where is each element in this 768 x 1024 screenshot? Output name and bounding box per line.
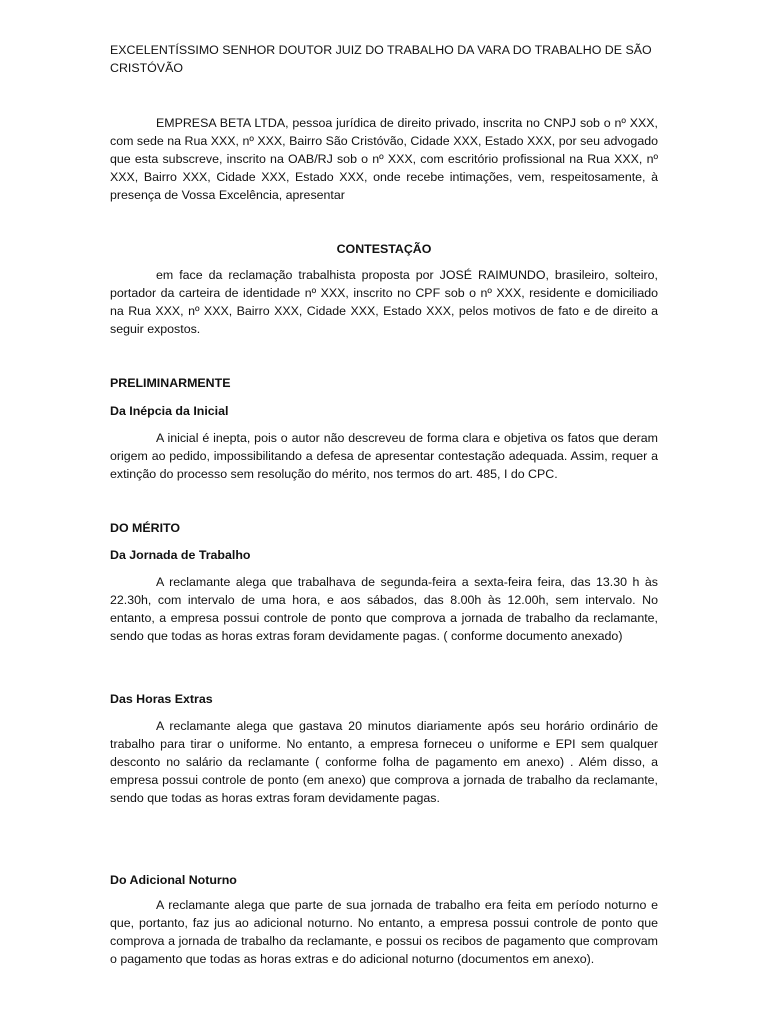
addressee-line: EXCELENTÍSSIMO SENHOR DOUTOR JUIZ DO TRABALHO DA VARA DO TRABALHO DE SÃO CRISTÓVÃO [110, 43, 652, 75]
claim-paragraph: em face da reclamação trabalhista proposta por JOSÉ RAIMUNDO, brasileiro, solteiro, portador da carteira de identidade nº XXX, inscrito no CPF sob o nº XXX, residente e domiciliado na Rua XXX, nº XXX, Bairro XXX, Cidade XXX, Estado XXX, pelos motivos de fato e de direito a seguir expostos. [110, 268, 658, 336]
working-hours-paragraph: A reclamante alega que trabalhava de segunda-feira a sexta-feira feira, das 13.30 h às 22.30h, com intervalo de uma hora, e aos sábados, das 8.00h às 12.00h, sem intervalo. No entanto, a empresa possui controle de ponto que comprova a jornada de trabalho da reclamante, sendo que todas as horas extras foram devidamente pagas. ( conforme documento anexado) [110, 575, 658, 643]
night-shift-subheading: Do Adicional Noturno [110, 873, 237, 887]
merit-heading: DO MÉRITO [110, 521, 180, 535]
inepcia-paragraph: A inicial é inepta, pois o autor não descreveu de forma clara e objetiva os fatos que deram origem ao pedido, impossibilitando a defesa de apresentar contestação adequada. Assim, requer a extinção do processo sem resolução do mérito, nos termos do art. 485, I do CPC. [110, 431, 658, 481]
preliminary-heading: PRELIMINARMENTE [110, 376, 231, 390]
night-shift-paragraph: A reclamante alega que parte de sua jornada de trabalho era feita em período noturno e que, portanto, faz jus ao adicional noturno. No entanto, a empresa possui controle de ponto que comprova a jornada de trabalho da reclamante, e possui os recibos de pagamento que comprovam o pagamento que todas as horas extras e do adicional noturno (documentos em anexo). [110, 898, 658, 966]
working-hours-subheading: Da Jornada de Trabalho [110, 548, 251, 562]
inepcia-subheading: Da Inépcia da Inicial [110, 404, 229, 418]
intro-paragraph: EMPRESA BETA LTDA, pessoa jurídica de direito privado, inscrita no CNPJ sob o nº XXX, com sede na Rua XXX, nº XXX, Bairro São Cristóvão, Cidade XXX, Estado XXX, por seu advogado que esta subscreve, inscrito na OAB/RJ sob o nº XXX, com escritório profissional na Rua XXX, nº XXX, Bairro XXX, Cidade XXX, Estado XXX, onde recebe intimações, vem, respeitosamente, à presença de Vossa Excelência, apresentar [110, 116, 658, 202]
overtime-paragraph: A reclamante alega que gastava 20 minutos diariamente após seu horário ordinário de trabalho para tirar o uniforme. No entanto, a empresa forneceu o uniforme e EPI sem qualquer desconto no salário da reclamante ( conforme folha de pagamento em anexo) . Além disso, a empresa possui controle de ponto (em anexo) que comprova a jornada de trabalho da reclamante, sendo que todas as horas extras foram devidamente pagas. [110, 719, 658, 805]
document-title: CONTESTAÇÃO [336, 242, 432, 256]
overtime-subheading: Das Horas Extras [110, 692, 213, 706]
